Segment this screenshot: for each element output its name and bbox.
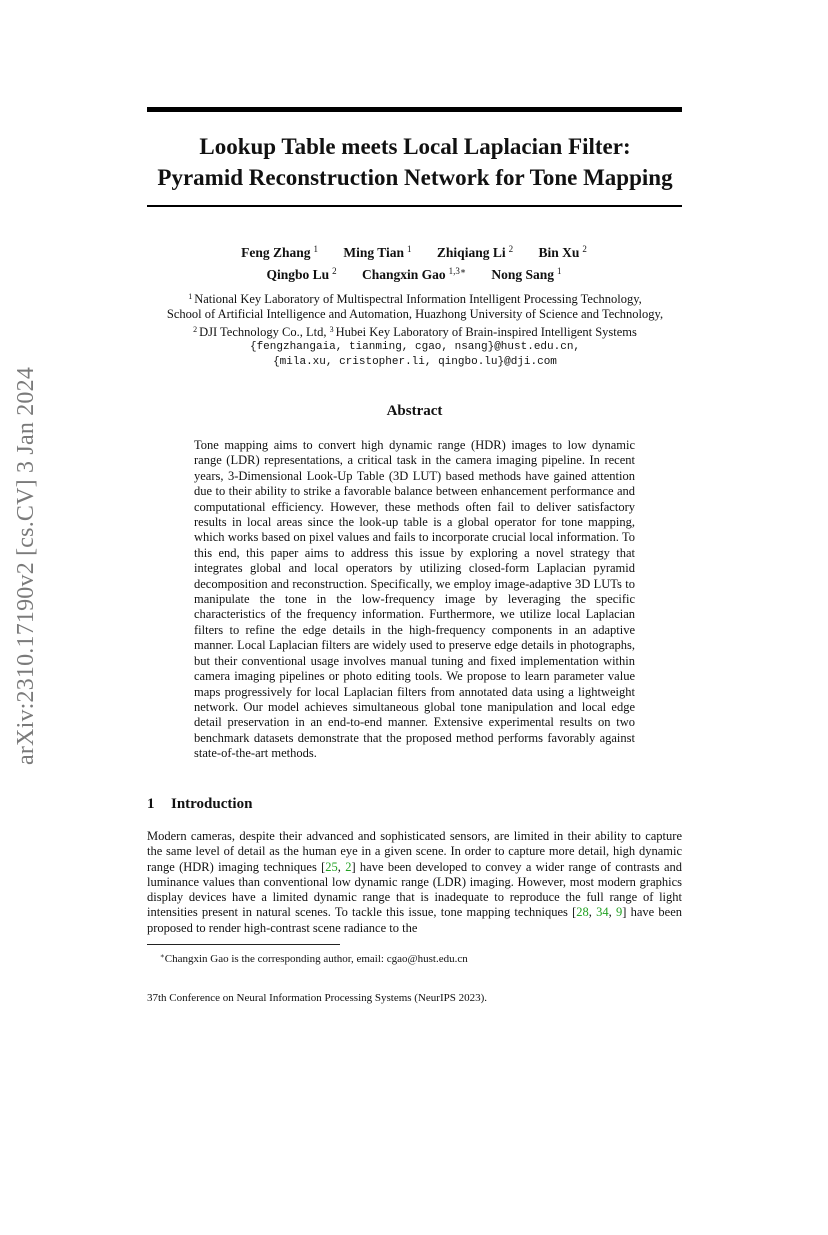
section-number: 1: [147, 796, 155, 812]
footnote: ∗Changxin Gao is the corresponding author, email: cgao@hust.edu.cn: [160, 952, 468, 965]
author: Nong Sang $^1$: [491, 266, 562, 282]
email-line-1[interactable]: {fengzhangaia, tianming, cgao, nsang}@hust.edu.cn,: [249, 341, 581, 353]
title-bottom-rule: [147, 205, 682, 207]
author: Bin Xu $^2$: [538, 244, 587, 260]
citation-link[interactable]: 34: [596, 905, 609, 920]
author: Qingbo Lu $^2$: [266, 266, 337, 282]
author: Ming Tian $^1$: [343, 244, 412, 260]
citation-link[interactable]: 25: [325, 859, 338, 874]
section-heading-introduction: [147, 795, 252, 813]
affiliation-line-1: $^1$ National Key Laboratory of Multispectral Information Intelligent Processing Technology,: [188, 292, 642, 306]
author: Feng Zhang $^1$: [241, 244, 319, 260]
arxiv-sidebar: [10, 366, 42, 1235]
affiliation-line-2: School of Artificial Intelligence and Automation, Huazhong University of Science and Technology,: [166, 307, 664, 321]
affiliations: [120, 289, 710, 370]
title-line-1: Lookup Table meets Local Laplacian Filter:: [199, 134, 631, 159]
arxiv-identifier[interactable]: arXiv:2310.17190v2 [cs.CV] 3 Jan 2024: [13, 366, 39, 765]
title-line-2: Pyramid Reconstruction Network for Tone Mapping: [157, 165, 673, 190]
title-top-rule: [147, 107, 682, 112]
introduction-paragraph: Modern cameras, despite their advanced and sophisticated sensors, are limited in their ability to capture the same level of detail as the human eye in a given scene. In order to capture more detail, high dynamic range (HDR) imaging techniques [25, 2] have been developed to convey a wider range of contrasts and luminance values than conventional low dynamic range (LDR) imaging. However, most modern graphics display devices have a limited dynamic range that is inadequate to reproduce the full range of light intensities present in natural scenes. To tackle this issue, tone mapping techniques [28, 34, 9] have been proposed to render high-contrast scene radiance to the: [147, 829, 683, 935]
author: Zhiqiang Li $^2$: [436, 244, 514, 260]
abstract-body: Tone mapping aims to convert high dynamic range (HDR) images to low dynamic range (LDR) representations, a critical task in the camera imaging pipeline. In recent years, 3-Dimensional Look-Up Table (3D LUT) based methods have gained attention due to their ability to strike a favorable balance between enhancement performance and computational efficiency. However, these methods often fail to deliver satisfactory results in local areas since the look-up table is a global operator for tone mapping, which works based on pixel values and fails to incorporate crucial local information. To this end, this paper aims to address this issue by exploring a novel strategy that integrates global and local operators by utilizing closed-form Laplacian pyramid decomposition and reconstruction. Specifically, we employ image-adaptive 3D LUTs to manipulate the tone in the low-frequency image by leveraging the specific characteristics of the frequency information. Furthermore, we utilize local Laplacian filters to refine the edge details in the high-frequency components in an adaptive manner. Local Laplacian filters are widely used to preserve edge details in photographs, but their conventional usage involves manual tuning and fixed implementation within camera imaging pipelines or photo editing tools. We propose to learn parameter value maps progressively for local Laplacian filters from annotated data using a lightweight network. Our model achieves simultaneous global tone manipulation and local edge detail preservation in an end-to-end manner. Extensive experimental results on two benchmark datasets demonstrate that the proposed method performs favorably against state-of-the-art methods.: [194, 438, 635, 761]
email-line-2[interactable]: {mila.xu, cristopher.li, qingbo.lu}@dji.com: [273, 356, 557, 368]
author-row-1: [140, 240, 688, 262]
citation-link[interactable]: 9: [615, 905, 623, 920]
citation-link[interactable]: 28: [576, 905, 589, 920]
citation-link[interactable]: 2: [345, 859, 352, 874]
venue-note: 37th Conference on Neural Information Processing Systems (NeurIPS 2023).: [147, 992, 488, 1004]
author: Changxin Gao $^{1,3∗}$: [361, 266, 467, 282]
author-row-2: [140, 262, 688, 284]
affiliation-line-3: $^2$ DJI Technology Co., Ltd, $^3$ Hubei Key Laboratory of Brain-inspired Intelligent Systems: [193, 325, 637, 339]
paper-title: [120, 131, 710, 193]
abstract-heading: Abstract: [386, 403, 443, 419]
section-title: Introduction: [171, 796, 253, 812]
author-list: [140, 240, 688, 284]
footnote-rule: [147, 944, 340, 945]
